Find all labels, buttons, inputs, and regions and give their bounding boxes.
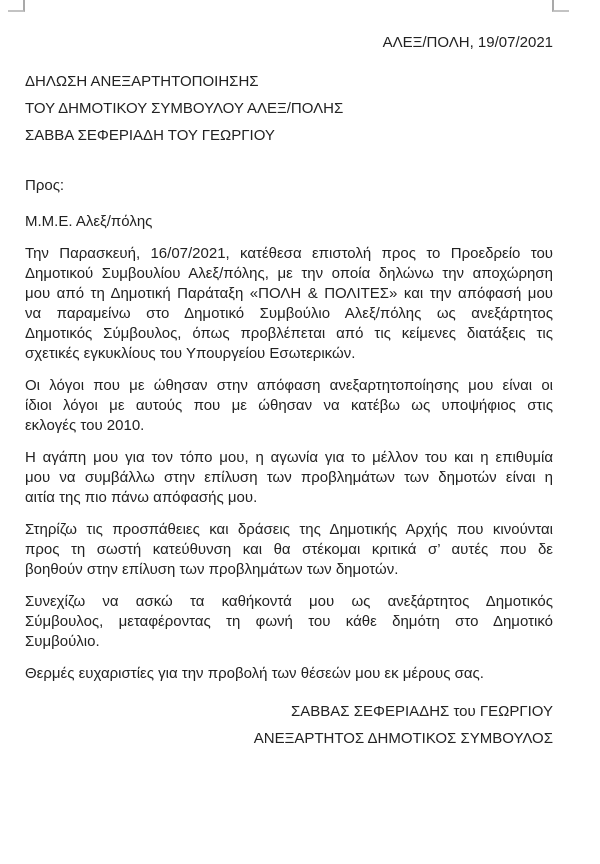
paragraph-line: εκλογές του 2010. xyxy=(25,417,145,434)
paragraph-line: βοηθούν στην επίλυση των προβλημάτων των δημοτών. xyxy=(25,561,399,578)
signature-block xyxy=(25,698,553,752)
signature-name-line: ΣΑΒΒΑΣ ΣΕΦΕΡΙΑΔΗΣ του ΓΕΩΡΓΙΟΥ xyxy=(291,703,553,720)
paragraph-line: μου από τη Δημοτική Παράταξη «ΠΟΛΗ & ΠΟΛΙΤΕΣ» και την απόφασή μου xyxy=(25,285,553,302)
recipient-name: Μ.Μ.Ε. Αλεξ/πόλης xyxy=(25,213,153,230)
crop-corner-mark-left xyxy=(8,0,25,12)
paragraph-line: Στηρίζω τις προσπάθειες και δράσεις της Δημοτικής Αρχής που κινούνται xyxy=(25,521,553,538)
letter-title-line-2: ΤΟΥ ΔΗΜΟΤΙΚΟΥ ΣΥΜΒΟΥΛΟΥ ΑΛΕΞ/ΠΟΛΗΣ xyxy=(25,100,344,117)
paragraph-line: ίδιοι λόγοι με αυτούς που με ώθησαν να κατέβω ως υποψήφιος στις xyxy=(25,397,553,414)
paragraph-line: να παραμείνω στο Δημοτικό Συμβούλιο Αλεξ/πόλης ως ανεξάρτητος xyxy=(25,305,553,322)
paragraph-line: Θερμές ευχαριστίες για την προβολή των θέσεών μου εκ μέρους σας. xyxy=(25,665,484,682)
paragraph-line: αιτία της πιο πάνω απόφασής μου. xyxy=(25,489,258,506)
paragraph xyxy=(25,664,553,684)
letter-title-line-1: ΔΗΛΩΣΗ ΑΝΕΞΑΡΤΗΤΟΠΟΙΗΣΗΣ xyxy=(25,73,259,90)
paragraph-line: Την Παρασκευή, 16/07/2021, κατέθεσα επιστολή προς το Προεδρείο του xyxy=(25,245,553,262)
paragraph-line: Οι λόγοι που με ώθησαν στην απόφαση ανεξαρτητοποίησης μου είναι οι xyxy=(25,377,553,394)
letter-title-line-3: ΣΑΒΒΑ ΣΕΦΕΡΙΑΔΗ ΤΟΥ ΓΕΩΡΓΙΟΥ xyxy=(25,127,275,144)
paragraph-line: Δημοτικού Συμβουλίου Αλεξ/πόλης, με την οποία δηλώνω την αποχώρηση xyxy=(25,265,553,282)
letter-body xyxy=(25,0,553,752)
letter-title xyxy=(25,68,553,149)
paragraph-line: σχετικές εγκυκλίους του Υπουργείου Εσωτερικών. xyxy=(25,345,356,362)
letter-paragraphs xyxy=(25,244,553,684)
paragraph-line: Συμβούλιο. xyxy=(25,633,100,650)
paragraph xyxy=(25,592,553,652)
paragraph-line: Η αγάπη μου για τον τόπο μου, η αγωνία για το μέλλον του και η επιθυμία xyxy=(25,449,553,466)
crop-corner-mark-right xyxy=(552,0,569,12)
paragraph-line: Σύμβουλος, μεταφέροντας τη φωνή του κάθε δημότη στο Δημοτικό xyxy=(25,613,553,630)
recipient-label: Προς: xyxy=(25,177,65,194)
paragraph-line: Δημοτικός Σύμβουλος, όπως προβλέπεται από τις κείμενες διατάξεις τις xyxy=(25,325,553,342)
paragraph xyxy=(25,376,553,436)
date-line: ΑΛΕΞ/ΠΟΛΗ, 19/07/2021 xyxy=(382,34,553,51)
paragraph-line: μου να συμβάλλω στην επίλυση των προβλημάτων των δημοτών είναι η xyxy=(25,469,553,486)
paragraph xyxy=(25,520,553,580)
signature-role-line: ΑΝΕΞΑΡΤΗΤΟΣ ΔΗΜΟΤΙΚΟΣ ΣΥΜΒΟΥΛΟΣ xyxy=(253,730,553,747)
paragraph-line: Συνεχίζω να ασκώ τα καθήκοντά μου ως ανεξάρτητος Δημοτικός xyxy=(25,593,553,610)
paragraph xyxy=(25,448,553,508)
paragraph xyxy=(25,244,553,364)
paragraph-line: προς τη σωστή κατεύθυνση και θα στέκομαι κριτικά σ’ αυτές που δε xyxy=(25,541,553,558)
